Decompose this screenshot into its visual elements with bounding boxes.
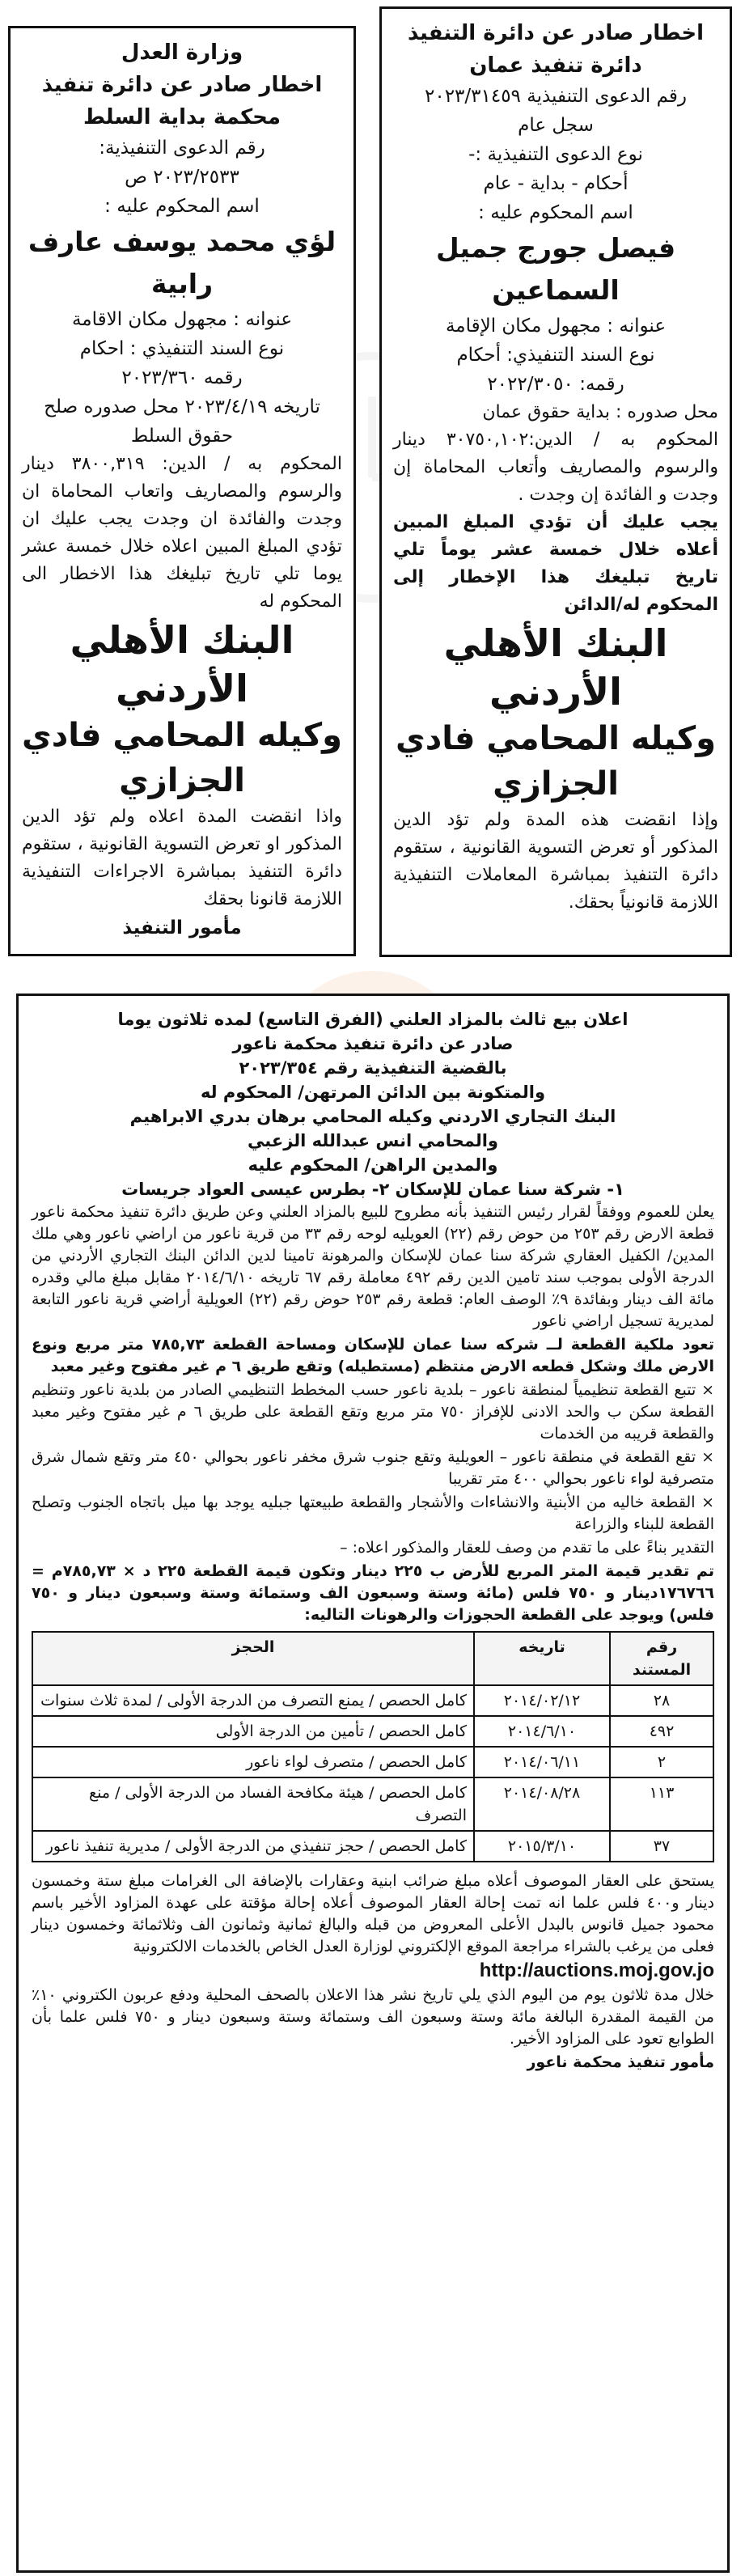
issued-at: محل صدوره : بداية حقوق عمان [482,402,718,422]
notice-amman-execution [379,6,732,957]
defendant-name: فيصل جورج جميل السماعين [435,232,676,306]
cell-document-number: ١١٣ [610,1777,713,1831]
tax-and-bid-text: يستحق على العقار الموصوف أعلاه مبلغ ضرائب ابنية وعقارات بالإضافة الى الغرامات مبلغ ستة وخمسون دينار و٤٠٠ فلس علما انه تمت إحالة العقار الموصوف أعلاه إحالة مؤقتة على عهدة المزاود الأخير باسم محمود جميل قانوس بالبدل الأعلى المعروض من قبله والبالغ ثمانية وثمانون الف وثلاثمائة وخمسون دينار فعلى من يرغب بالشراء مراجعة الموقع الإلكتروني لوزارة العدل الخاص بالخدمات الالكترونية [32,1872,714,1955]
header-document-number: رقم المستند [610,1632,713,1685]
auction-heading-line: البنك التجاري الاردني وكيله المحامي برهان بدري الابراهيم [129,1107,616,1126]
notice-salt-execution [8,26,356,956]
cell-date: ٢٠١٤/٠٢/١٢ [474,1685,610,1716]
auction-intro: يعلن للعموم ووفقاً لقرار رئيس التنفيذ بأنه مطروح للبيع بالمزاد العلني وعن طريق دائرة تنفيذ محكمة ناعور قطعة الارض رقم ٢٥٣ من حوض رقم (٢٢) العويليه لوحه رقم ٣٣ من قرية ناعور من اراضي ناعور وهي ملك المدين/ الكفيل العقاري شركة سنا عمان للإسكان والمرهونة تامينا لدين الدائن البنك التجاري الأردني من الدرجة الأولى بموجب سند تامين الدين رقم ٤٩٢ معاملة رقم ٦٧ تاريخه ٢٠١٤/٦/١٠ مقابل مبلغ مالي وقدره مائة الف دينار وبفائدة ٩٪ الوصف العام: قطعة رقم ٢٥٣ حوض رقم (٢٢) العويلية أراضي قرية ناعور التابعة لمديرية تسجيل اراضي ناعور [32,1203,714,1330]
department-name: دائرة تنفيذ عمان [469,53,642,78]
case-type: أحكام - بداية - عام [483,173,629,194]
document-date-place: تاريخه ٢٠٢٣/٤/١٩ محل صدوره صلح حقوق السلط [44,396,320,447]
cell-encumbrance: كامل الحصص / متصرف لواء ناعور [32,1747,474,1777]
condition-bullet: × القطعة خاليه من الأبنية والانشاءات والأشجار والقطعة طبيعتها جبليه يوجد بها ميل باتجاه الجنوب وتصلح القطعة للبناء والزراعة [32,1493,714,1533]
auction-heading-line: بالقضية التنفيذية رقم ٢٠٢٣/٣٥٤ [239,1058,507,1078]
valuation-text: تم تقدير قيمة المتر المربع للأرض ب ٢٢٥ دينار وتكون قيمة القطعة ٢٢٥ د × ٧٨٥,٧٣م = ١٧٦٧٦٦دينار و ٧٥٠ فلس (مائة وستة وسبعون الف وستمائة وستة وسبعون دينار و ٧٥٠ فلس) ويوجد على القطعة الحجوزات والرهونات التاليه: [32,1562,714,1624]
encumbrances-table [32,1631,714,1862]
auction-heading-line: والمحامي انس عبدالله الزعبي [248,1131,498,1150]
case-type-label: نوع الدعوى التنفيذية :- [468,144,643,165]
creditor-agent: وكيله المحامي فادي الجزازي [396,720,716,803]
cell-document-number: ٢ [610,1747,713,1777]
auction-heading-line: صادر عن دائرة تنفيذ محكمة ناعور [232,1034,514,1053]
payment-demand: يجب عليك أن تؤدي المبلغ المبين أعلاه خلال خمسة عشر يوماً تلي تاريخ تبليغك هذا الإخطار إلى المحكوم له/الدائن [393,512,718,615]
table-row [32,1831,713,1862]
case-number: رقم الدعوى التنفيذية ٢٠٢٣/٣١٤٥٩ [424,86,688,107]
table-row [32,1747,713,1777]
judgment-amount: المحكوم به / الدين:٣٠٧٥٠,١٠٢ دينار والرسوم والمصاريف وأتعاب المحاماة إن وجدت و الفائدة إن وجدت . [393,430,718,505]
judgment-amount: المحكوم به / الدين: ٣٨٠٠,٣١٩ دينار والرسوم والمصاريف واتعاب المحاماة ان وجدت والفائدة ان وجدت يجب عليك ان تؤدي المبلغ المبين اعلاه خلال خمسة عشر يوما تلي تاريخ تبليغك هذا الاخطار الى المحكوم له [22,454,342,612]
auction-website-link[interactable]: http://auctions.moj.gov.jo [479,1960,714,1981]
cell-encumbrance: كامل الحصص / تأمين من الدرجة الأولى [32,1716,474,1747]
deposit-terms: خلال مدة ثلاثون يوم من اليوم الذي يلي تاريخ نشر هذا الاعلان بالصحف المحلية ودفع عربون الكتروني ١٠٪ من القيمة المقدرة البالغة مائة وستة وسبعون الف وستمائة وستة وسبعون دينار و ٧٥٠ فلس علما بأن الطوابع تعود على المزاود الأخير. [32,1986,714,2048]
document-type: نوع السند التنفيذي: أحكام [456,345,655,366]
signature: مأمور تنفيذ محكمة ناعور [527,2053,714,2071]
cell-encumbrance: كامل الحصص / حجز تنفيذي من الدرجة الأولى / مديرية تنفيذ ناعور [32,1831,474,1862]
defendant-label: اسم المحكوم عليه : [478,202,633,223]
notice-title: اخطار صادر عن دائرة التنفيذ [407,21,705,45]
header-encumbrance: الحجز [32,1632,474,1685]
cell-date: ٢٠١٤/٠٦/١١ [474,1747,610,1777]
closing-warning: وإذا انقضت هذه المدة ولم تؤد الدين المذكور أو تعرض التسوية القانونية ، ستقوم دائرة التنفيذ بمباشرة المعاملات التنفيذية اللازمة قانونياً بحقك. [393,810,718,913]
defendant-name: لؤي محمد يوسف عارف رابية [28,226,337,299]
auction-heading-line: والمتكونة بين الدائن المرتهن/ المحكوم له [200,1083,546,1102]
cell-document-number: ٢٨ [610,1685,713,1716]
planning-bullet: × تتبع القطعة تنظيمياً لمنطقة ناعور – بلدية ناعور حسب المخطط التنظيمي الصادر من بلدية ناعور وتنظيم القطعة سكن ب والحد الادنى للإفراز ٧٥٠ متر مربع وتقع القطعة على طريق ٦ م غير مفتوح وغير معبد والقطعة قريبه من الخدمات [32,1381,714,1443]
case-label: رقم الدعوى التنفيذية: [99,138,265,159]
cell-encumbrance: كامل الحصص / هيئة مكافحة الفساد من الدرجة الأولى / منع التصرف [32,1777,474,1831]
cell-document-number: ٤٩٢ [610,1716,713,1747]
table-row [32,1716,713,1747]
table-header-row [32,1632,713,1685]
cell-document-number: ٣٧ [610,1831,713,1862]
document-type: نوع السند التنفيذي : احكام [79,338,285,359]
signature: مأمور التنفيذ [122,917,242,938]
ministry-name: وزارة العدل [121,40,243,65]
creditor-agent: وكيله المحامي فادي الجزازي [22,717,342,799]
register-type: سجل عام [518,115,594,136]
document-number: رقمه: ٢٠٢٢/٣٠٥٠ [487,374,624,395]
notice-title: اخطار صادر عن دائرة تنفيذ محكمة بداية السلط [41,73,323,129]
creditor-bank: البنك الأهلي الأردني [443,621,668,714]
auction-heading-line: اعلان بيع ثالث بالمزاد العلني (الفرق التاسع) لمده ثلاثون يوما [117,1010,629,1029]
document-number: رقمه ٢٠٢٣/٣٦٠ [121,367,243,388]
table-row [32,1777,713,1831]
case-number: ٢٠٢٣/٢٥٣٣ ص [125,167,239,188]
creditor-bank: البنك الأهلي الأردني [70,618,294,710]
defendant-label: اسم المحكوم عليه : [104,196,260,217]
defendant-address: عنوانه : مجهول مكان الاقامة [71,309,293,330]
defendant-address: عنوانه : مجهول مكان الإقامة [445,316,667,337]
table-row [32,1685,713,1716]
valuation-intro: التقدير بناءً على ما تقدم من وصف للعقار والمذكور اعلاه: – [340,1539,714,1557]
cell-date: ٢٠١٤/٦/١٠ [474,1716,610,1747]
cell-date: ٢٠١٤/٠٨/٢٨ [474,1777,610,1831]
closing-warning: واذا انقضت المدة اعلاه ولم تؤد الدين المذكور او تعرض التسوية القانونية ، ستقوم دائرة التنفيذ بمباشرة الاجراءات التنفيذية اللازمة قانونا بحقك [22,807,342,909]
auction-heading-line: ١- شركة سنا عمان للإسكان ٢- بطرس عيسى العواد جريسات [121,1180,624,1199]
header-date: تاريخه [474,1632,610,1685]
auction-notice-naour [16,994,730,2573]
cell-encumbrance: كامل الحصص / يمنع التصرف من الدرجة الأولى / لمدة ثلاث سنوات [32,1685,474,1716]
location-bullet: × تقع القطعة في منطقة ناعور – العويلية وتقع جنوب شرق مخفر ناعور بحوالي ٤٥٠ متر وتقع شمال شرق متصرفية لواء ناعور بحوالي ٤٠٠ متر تقريبا [32,1448,714,1488]
cell-date: ٢٠١٥/٣/١٠ [474,1831,610,1862]
auction-heading-line: والمدين الراهن/ المحكوم عليه [248,1155,498,1175]
ownership-description: تعود ملكية القطعة لــ شركه سنا عمان للإسكان ومساحة القطعة ٧٨٥,٧٣ متر مربع ونوع الارض ملك وشكل قطعه الارض منتظم (مستطيله) وتقع طريق ٦ م غير مفتوح وغير معبد [32,1336,714,1375]
